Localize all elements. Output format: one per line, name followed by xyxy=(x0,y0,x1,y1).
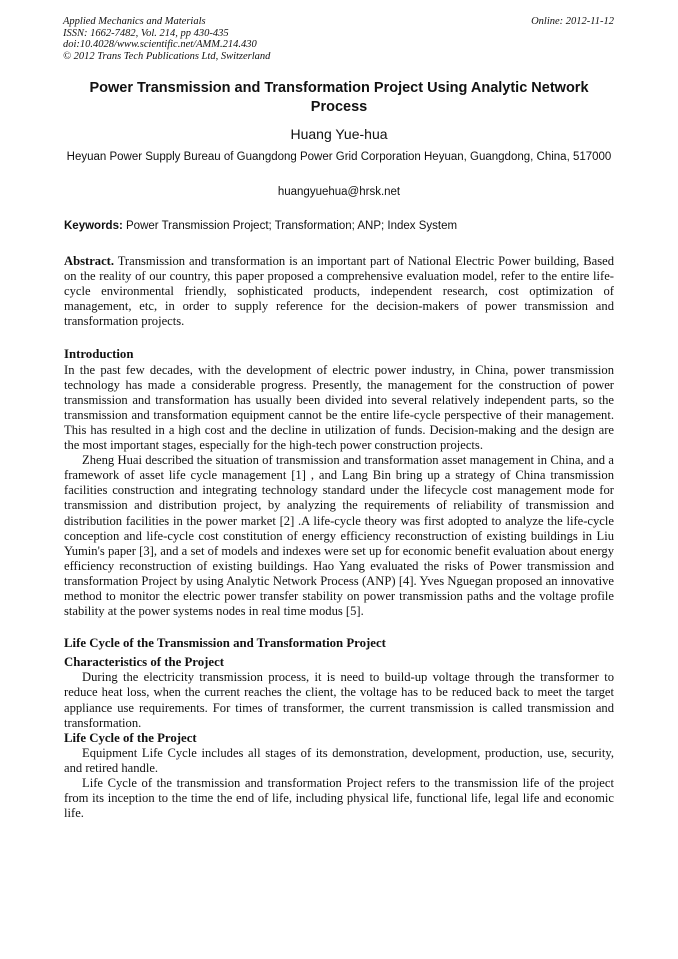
keywords-label: Keywords: xyxy=(64,220,123,232)
section-heading-introduction: Introduction xyxy=(64,347,134,362)
paper-body xyxy=(64,254,614,821)
copyright-line: © 2012 Trans Tech Publications Ltd, Switzerland xyxy=(63,50,271,62)
subsection-heading-life-cycle: Life Cycle of the Project xyxy=(64,730,197,745)
paper-title: Power Transmission and Transformation Project Using Analytic Network Process xyxy=(89,80,589,115)
author-affiliation: Heyuan Power Supply Bureau of Guangdong Power Grid Corporation Heyuan, Guangdong, China, 517000 xyxy=(66,151,612,163)
lifecycle-paragraph-1: During the electricity transmission process, it is need to build-up voltage through the transformer to reduce heat loss, when the current reaches the client, the voltage has to be reduced back to meet the target appliance use requirements. For times of transformer, the current transmission is called transmission and transformation. xyxy=(64,670,614,730)
subsection-heading-characteristics: Characteristics of the Project xyxy=(64,655,225,670)
abstract-text: Transmission and transformation is an important part of National Electric Power building, Based on the reality of our country, this paper proposed a comprehensive evaluation model, refer to the entire life-cycle environmental friendly, sophisticated products, independent research, cost optimization of management, etc, in order to supply reference for the decision-makers of power transmission and transformation projects. xyxy=(64,254,614,329)
online-date: Online: 2012-11-12 xyxy=(531,16,614,27)
abstract-label: Abstract. xyxy=(64,254,115,268)
author-email[interactable]: huangyuehua@hrsk.net xyxy=(277,186,401,198)
keywords-line xyxy=(64,219,457,233)
journal-name: Applied Mechanics and Materials xyxy=(63,16,206,27)
journal-header xyxy=(63,16,270,62)
lifecycle-paragraph-3: Life Cycle of the transmission and transformation Project refers to the transmission life of the project from its inception to the time the end of life, including physical life, functional life, legal life and economic life. xyxy=(64,776,614,821)
doi-line: doi:10.4028/www.scientific.net/AMM.214.430 xyxy=(63,39,257,50)
author-name: Huang Yue-hua xyxy=(290,126,388,142)
keywords-text: Power Transmission Project; Transformation; ANP; Index System xyxy=(126,220,458,232)
issn-line: ISSN: 1662-7482, Vol. 214, pp 430-435 xyxy=(63,27,229,39)
lifecycle-paragraph-2: Equipment Life Cycle includes all stages of its demonstration, development, production, use, security, and retired handle. xyxy=(64,745,614,775)
intro-paragraph-1: In the past few decades, with the development of electric power industry, in China, power transmission technology has made a considerable progress. Presently, the management for the construction of power transmission and transformation has usually been divided into several relatively independent parts, so the transmission and transformation equipment cannot be the entire life-cycle perspective of their management. This has resulted in a high cost and the decline in utilization of funds. Decision-making and the design are the most important stages, especially for the high-tech power construction projects. xyxy=(64,362,614,453)
abstract xyxy=(64,254,614,329)
intro-paragraph-2: Zheng Huai described the situation of transmission and transformation asset management in China, and a framework of asset life cycle management [1] , and Lang Bin bring up a strategy of China transmission facilities construction and integrating technology standard under the lifecycle cost management mode for transmission and distribution project, by analyzing the requirements of reliability of transmission and distribution facilities in the power market [2] .A life-cycle theory was first adopted to analyze the life-cycle conception and life-cycle cost constitution of energy efficiency reconstruction of existing buildings in Liu Yumin's paper [3], and a set of models and indexes were set up for economic benefit evaluation about energy efficiency reconstruction of existing buildings. Hao Yang evaluated the risks of Power transmission and transformation Project by using Analytic Network Process (ANP) [4]. Yves Nguegan proposed an innovative method to monitor the electric power transfer stability on power transmission paths and the voltage profile stability at the power systems nodes in real time modus [5]. xyxy=(64,453,614,619)
section-heading-lifecycle: Life Cycle of the Transmission and Transformation Project xyxy=(64,636,386,651)
